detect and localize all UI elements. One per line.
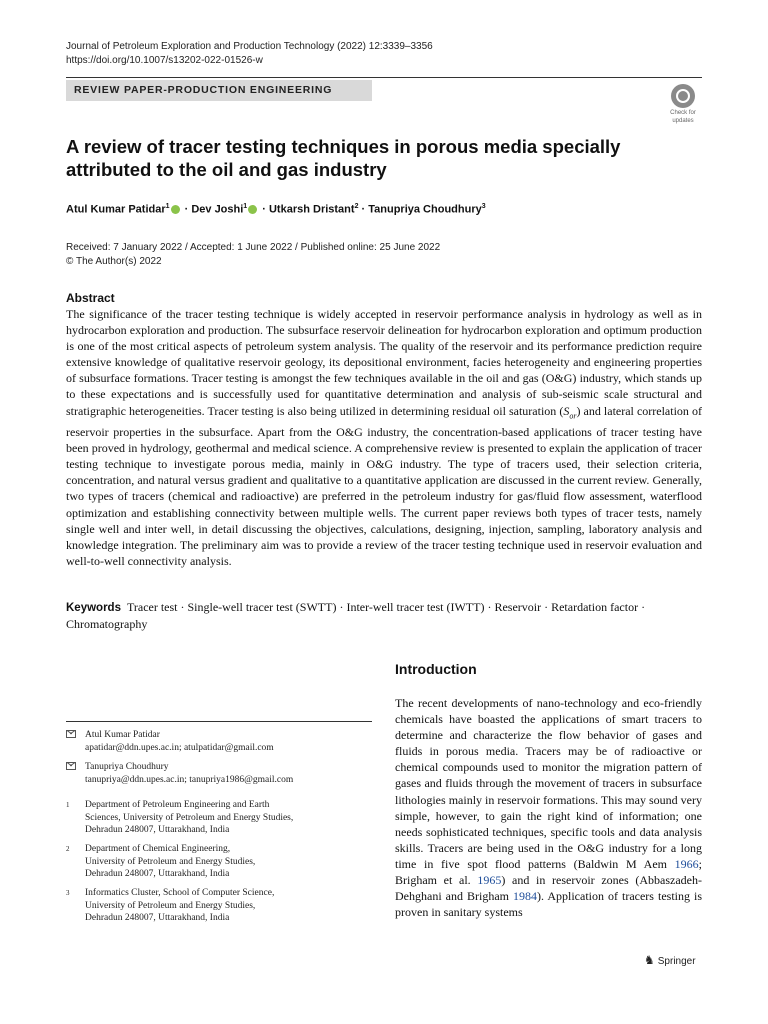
affiliation-line: Department of Chemical Engineering, xyxy=(85,844,231,854)
keywords xyxy=(66,599,702,632)
received-accepted-published: Received: 7 January 2022 / Accepted: 1 June 2022 / Published online: 25 June 2022 xyxy=(66,242,441,253)
header-rule xyxy=(66,77,702,78)
copyright-line: © The Author(s) 2022 xyxy=(66,256,162,267)
publisher-name: Springer xyxy=(657,956,696,967)
affiliation-number: 3 xyxy=(66,889,70,897)
affiliation-line: Sciences, University of Petroleum and Energy Studies, xyxy=(85,812,294,823)
corr-name: Tanupriya Choudhury xyxy=(85,762,169,772)
affiliation-line: Department of Petroleum Engineering and Earth xyxy=(85,800,270,810)
affiliation-line: University of Petroleum and Energy Studies, xyxy=(85,900,256,911)
affiliation-1 xyxy=(66,799,293,837)
citation-link[interactable]: 1965 xyxy=(477,873,502,888)
publication-dates xyxy=(66,241,440,269)
affiliation-line: Dehradun 248007, Uttarakhand, India xyxy=(85,913,230,923)
envelope-icon xyxy=(66,730,76,738)
publisher-logo xyxy=(644,953,696,967)
affiliation-line: Informatics Cluster, School of Computer Science, xyxy=(85,888,275,898)
keywords-label: Keywords xyxy=(66,602,121,614)
orcid-icon[interactable] xyxy=(248,205,257,214)
author-affiliation: 1 xyxy=(243,203,248,210)
badge-line-1: Check for xyxy=(670,110,696,116)
abstract-part-2: ) and lateral correlation of reservoir properties in the subsurface. Apart from the O&G industry, the concentration-based applications of tracer testing have been proved in hydrology, geothermal and medical science. A comprehensive review is presented to explain the application of tracer testing technique to investigate porous media, mainly in O&G industry. The type of tracers used, their selection criteria, concentration, and natural versus gradient and qualitative to a quantitative application are discussed in the current review. Generally, two types of tracers (chemical and radioactive) are preferred in the petroleum industry for gas/fluid flow assessment, waterflood optimization and establishing connectivity between multiple wells. The current paper reviews both types of tracer tests, namely single well and inter well, in detail discussing the objectives, calculations, designing, injection, sampling, laboratory analysis and knowledge integration. The preliminary aim was to provide a review of the tracer testing technique used in reservoir evaluation and well-to-well connectivity analysis. xyxy=(66,403,702,568)
intro-text-2: ; Brigham et al. xyxy=(395,856,702,888)
author-name[interactable]: Tanupriya Choudhury xyxy=(368,203,482,216)
journal-citation: Journal of Petroleum Exploration and Production Technology (2022) 12:3339–3356 xyxy=(66,41,433,52)
citation-link[interactable]: 1966 xyxy=(674,856,699,871)
corr-name: Atul Kumar Patidar xyxy=(85,730,160,740)
author-name[interactable]: Dev Joshi xyxy=(191,203,244,216)
springer-horse-icon: ♞ xyxy=(644,953,655,967)
corr-email[interactable]: apatidar@ddn.upes.ac.in; atulpatidar@gmail.com xyxy=(85,742,274,753)
author-affiliation: 1 xyxy=(165,203,170,210)
section-label: REVIEW PAPER-PRODUCTION ENGINEERING xyxy=(66,80,372,101)
affiliation-line: Dehradun 248007, Uttarakhand, India xyxy=(85,869,230,879)
abstract-heading: Abstract xyxy=(66,291,115,305)
check-for-updates-badge[interactable] xyxy=(664,84,702,124)
keywords-text: Tracer test · Single-well tracer test (SWTT) · Inter-well tracer test (IWTT) · Reservoir · Retardation factor · Chromatography xyxy=(66,600,646,631)
affiliation-line: Dehradun 248007, Uttarakhand, India xyxy=(85,825,230,835)
corr-email[interactable]: tanupriya@ddn.upes.ac.in; tanupriya1986@gmail.com xyxy=(85,774,294,785)
author-name[interactable]: Utkarsh Dristant xyxy=(268,203,355,216)
affiliation-number: 2 xyxy=(66,845,70,853)
author-affiliation: 3 xyxy=(481,203,486,210)
badge-line-2: updates xyxy=(672,118,694,124)
sor-symbol: S xyxy=(563,403,570,418)
journal-header xyxy=(66,40,433,68)
orcid-icon[interactable] xyxy=(171,205,180,214)
citation-link[interactable]: 1984 xyxy=(513,889,537,904)
sor-subscript: or xyxy=(569,410,577,420)
paper-title: A review of tracer testing techniques in porous media specially attributed to the oil and gas industry xyxy=(66,136,621,180)
author-list: Atul Kumar Patidar$^1$ · Dev Joshi$^1$ · Utkarsh Dristant$^2$ · Tanupriya Choudhury$^3$ xyxy=(66,203,486,216)
author-affiliation: 2 xyxy=(354,203,359,210)
check-updates-icon xyxy=(671,84,695,108)
envelope-icon xyxy=(66,762,76,770)
introduction-text xyxy=(395,695,702,920)
intro-text-1: The recent developments of nano-technology and eco-friendly chemicals have boasted the applications of smart tracers to determine and characterize the flow behavior of gases and fluids in porous media. Tracers may be of radioactive or chemical compounds used to monitor the migration pattern of gases and fluids through the movement of tracers in subsurface lithologies mainly in reservoir formations. This may sound very simple, however, to gain the right kind of information; one needs sophisticated techniques, specific tools and data analysis skills. Tracers are being used in the O&G industry for a long time in five spot flood patterns (Baldwin M Aem xyxy=(395,696,702,871)
intro-text-3: ) and in reservoir zones (Abbaszadeh-Dehghani and Brigham xyxy=(395,873,702,904)
corresponding-author-1 xyxy=(66,729,274,754)
author-name[interactable]: Atul Kumar Patidar xyxy=(66,203,166,216)
introduction-heading: Introduction xyxy=(395,661,477,677)
abstract-part-1: The significance of the tracer testing technique is widely accepted in reservoir performance analysis in hydrology as well as in hydrocarbon exploration and production. The subsurface reservoir delineation for hydrocarbon exploration and optimum production is one of the most critical aspects of petroleum system analysis. The quality of the reservoir and its performance prediction require extensive knowledge of qualitative reservoir geology, its depositional environment, facies heterogeneity and engineering properties of subsurface formations. Tracer testing is amongst the few techniques available in the oil and gas (O&G) industry, which stands up to these expectations and is successfully used for quantitative determination and analysis of sub-seismic scale structural and stratigraphic heterogeneities. Tracer testing is also being utilized in determining residual oil saturation ( xyxy=(66,307,702,418)
affiliation-2 xyxy=(66,843,255,881)
corresponding-author-2 xyxy=(66,761,293,786)
footnote-rule xyxy=(66,721,372,722)
abstract-text xyxy=(66,306,702,569)
affiliation-number: 1 xyxy=(66,801,70,809)
doi-link[interactable]: https://doi.org/10.1007/s13202-022-01526-w xyxy=(66,55,263,66)
affiliation-line: University of Petroleum and Energy Studies, xyxy=(85,856,256,867)
intro-text-4: ). Application of tracers testing is proven in sanitary systems xyxy=(395,889,702,920)
affiliation-3 xyxy=(66,887,274,925)
